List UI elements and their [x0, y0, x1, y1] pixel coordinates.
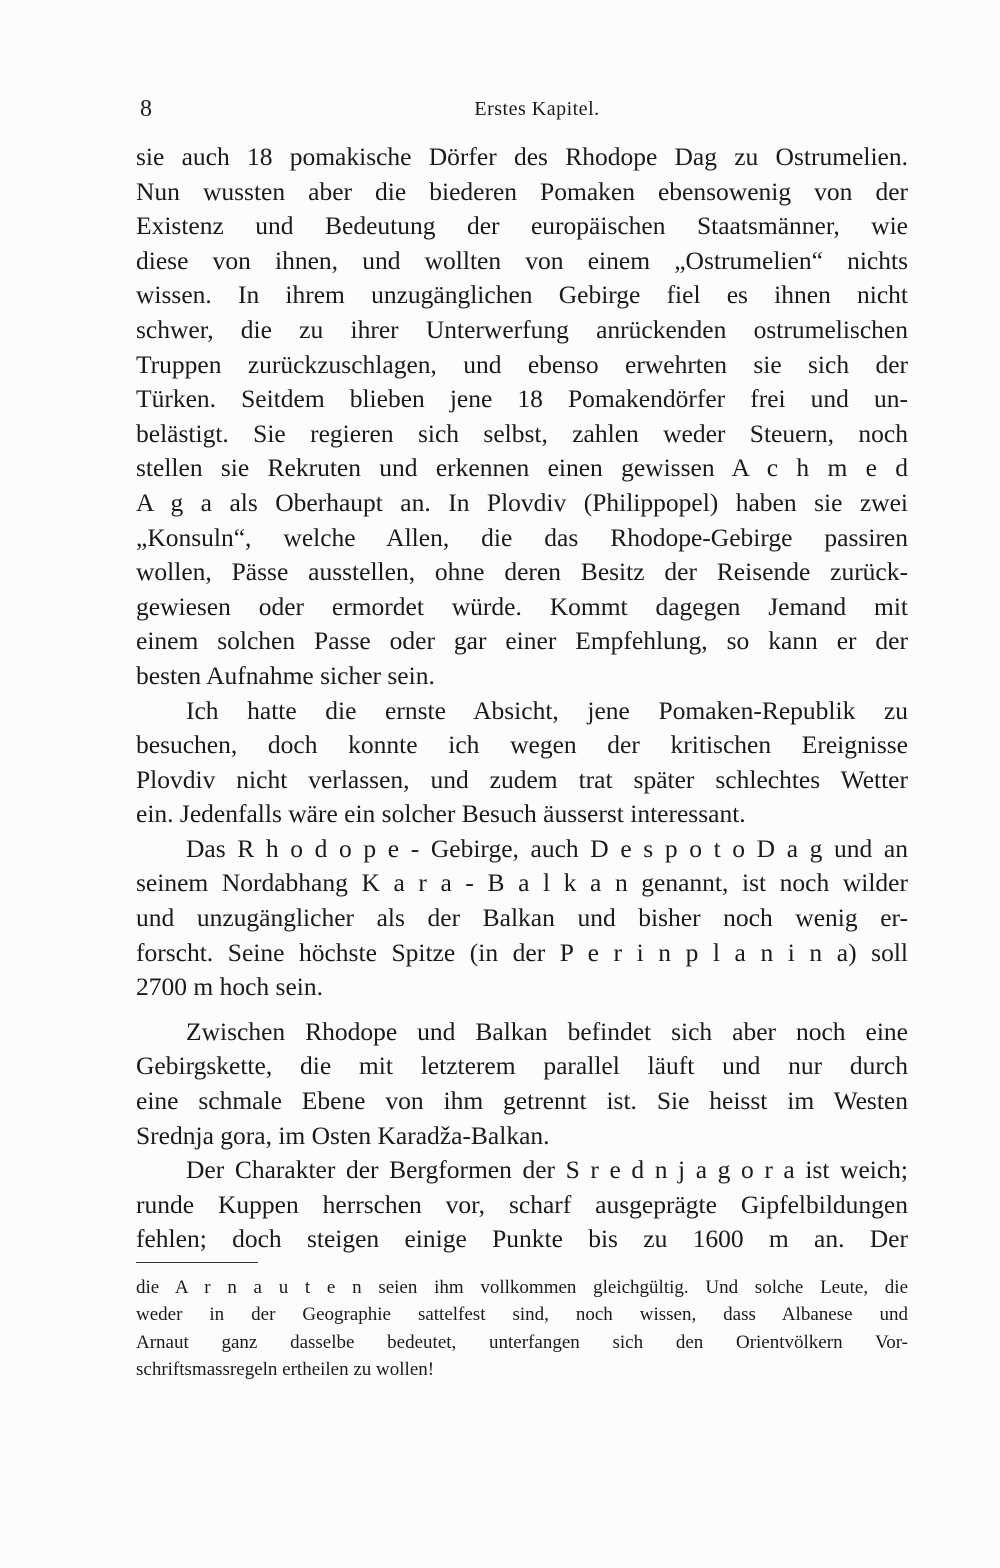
text-line: forscht. Seine höchste Spitze (in der P e r i n p l a n i n a) soll — [136, 937, 908, 967]
text-line: Zwischen Rhodope und Balkan befindet sich aber noch eine — [186, 1016, 908, 1046]
text-line: wollen, Pässe ausstellen, ohne deren Besitz der Reisende zurück- — [136, 557, 908, 587]
text-line: belästigt. Sie regieren sich selbst, zahlen weder Steuern, noch — [136, 418, 908, 448]
text-line: seinem Nordabhang K a r a - B a l k a n genannt, ist noch wilder — [136, 868, 908, 898]
text-line: diese von ihnen, und wollten von einem „Ostrumelien“ nichts — [136, 245, 908, 275]
text-line: Truppen zurückzuschlagen, und ebenso erwehrten sie sich der — [136, 349, 908, 379]
text-line: Türken. Seitdem blieben jene 18 Pomakendörfer frei und un- — [136, 384, 908, 414]
text-line: besuchen, doch konnte ich wegen der kritischen Ereignisse — [136, 730, 908, 760]
page-number: 8 — [140, 96, 152, 122]
text-line: fehlen; doch steigen einige Punkte bis zu 1600 m an. Der — [136, 1224, 908, 1254]
text-line: einem solchen Passe oder gar einer Empfehlung, so kann er der — [136, 626, 908, 656]
body-text — [136, 140, 908, 1257]
text-line: Ich hatte die ernste Absicht, jene Pomaken-Republik zu — [186, 695, 908, 725]
text-line: sie auch 18 pomakische Dörfer des Rhodope Dag zu Ostrumelien. — [136, 142, 908, 171]
text-line: Gebirgskette, die mit letzterem parallel läuft und nur durch — [136, 1051, 908, 1081]
footnote-rule — [136, 1262, 258, 1263]
running-head: Erstes Kapitel. — [474, 98, 600, 120]
text-line: und unzugänglicher als der Balkan und bisher noch wenig er- — [136, 903, 908, 933]
text-line: runde Kuppen herrschen vor, scharf ausgeprägte Gipfelbildungen — [136, 1189, 908, 1219]
text-line: A g a als Oberhaupt an. In Plovdiv (Philippopel) haben sie zwei — [136, 487, 908, 517]
text-line: schwer, die zu ihrer Unterwerfung anrückenden ostrumelischen — [136, 314, 908, 344]
text-line: eine schmale Ebene von ihm getrennt ist. Sie heisst im Westen — [136, 1086, 908, 1116]
text-line: stellen sie Rekruten und erkennen einen gewissen A c h m e d — [136, 453, 908, 483]
text-line: ein. Jedenfalls wäre ein solcher Besuch äusserst interessant. — [136, 799, 746, 829]
text-line: Plovdiv nicht verlassen, und zudem trat später schlechtes Wetter — [136, 764, 908, 794]
text-line: Der Charakter der Bergformen der S r e d n j a g o r a ist weich; — [186, 1155, 908, 1185]
text-line: „Konsuln“, welche Allen, die das Rhodope-Gebirge passiren — [136, 522, 908, 552]
page-header — [136, 96, 908, 126]
footnotes — [136, 1274, 908, 1384]
text-line: Das R h o d o p e - Gebirge, auch D e s p o t o D a g und an — [186, 833, 908, 863]
text-line: besten Aufnahme sicher sein. — [136, 660, 435, 690]
text-line: 2700 m hoch sein. — [136, 972, 323, 1002]
footnote-line: schriftsmassregeln ertheilen zu wollen! — [136, 1359, 435, 1381]
text-line: wissen. In ihrem unzugänglichen Gebirge fiel es ihnen nicht — [136, 280, 908, 310]
text-line: Existenz und Bedeutung der europäischen Staatsmänner, wie — [136, 211, 908, 241]
text-line: Srednja gora, im Osten Karadža-Balkan. — [136, 1120, 550, 1150]
footnote-line: die A r n a u t e n seien ihm vollkommen gleichgültig. Und solche Leute, die — [136, 1277, 908, 1298]
footnote-line: Arnaut ganz dasselbe bedeutet, unterfangen sich den Orientvölkern Vor- — [136, 1331, 908, 1353]
footnote-line: weder in der Geographie sattelfest sind, noch wissen, dass Albanese und — [136, 1304, 908, 1326]
text-line: Nun wussten aber die biederen Pomaken ebensowenig von der — [136, 176, 908, 206]
text-line: gewiesen oder ermordet würde. Kommt dagegen Jemand mit — [136, 591, 908, 621]
